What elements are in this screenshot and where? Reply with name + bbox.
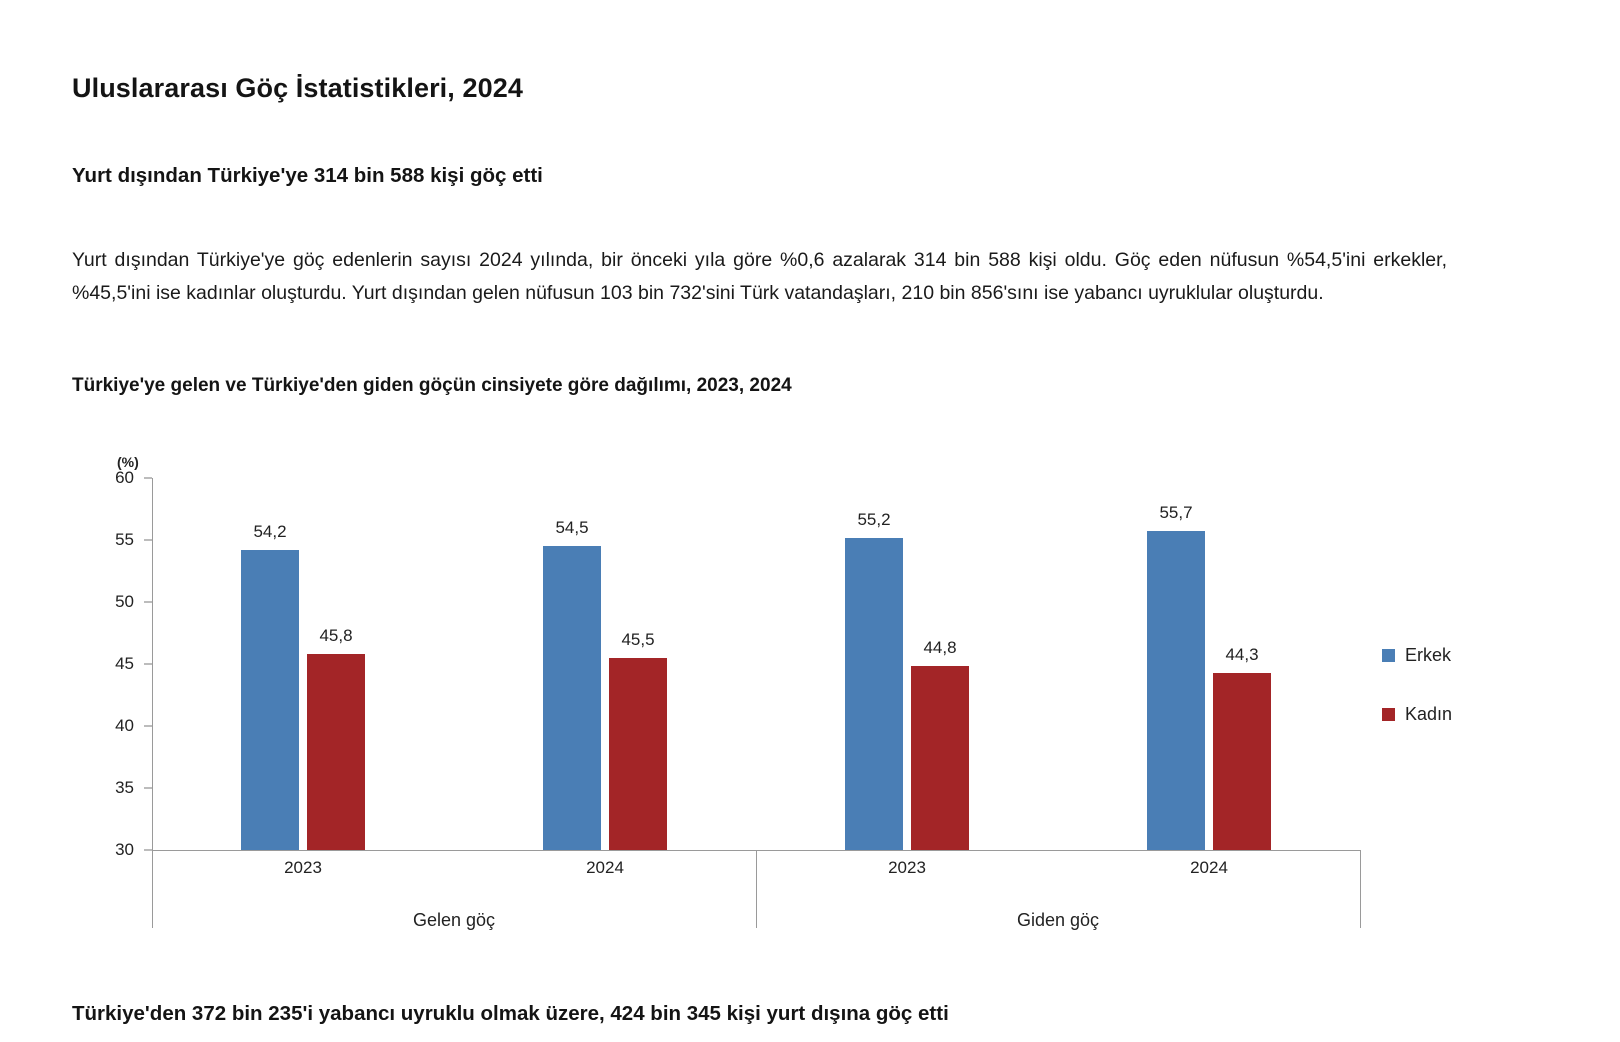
plot-area: [152, 478, 1360, 850]
bar-value-label: 55,2: [857, 509, 891, 529]
bar-kadın-2024-1: [609, 658, 667, 850]
y-axis-tick-mark: [144, 726, 152, 727]
bar-value-label: 54,2: [253, 521, 287, 541]
bar-erkek-2023-2: [845, 538, 903, 850]
group-separator: [152, 850, 153, 928]
bar-value-label: 45,5: [621, 629, 655, 649]
bar-value-label: 44,8: [923, 638, 957, 658]
x-axis-group-label: Gelen göç: [412, 910, 496, 930]
x-axis-category-label: 2024: [586, 858, 624, 877]
bar-kadın-2023-0: [307, 654, 365, 850]
bar-value-label: 54,5: [555, 518, 589, 538]
group-separator: [1360, 850, 1361, 928]
bar-chart: [72, 440, 1512, 940]
bar-erkek-2024-1: [543, 546, 601, 850]
group-separator: [756, 850, 757, 928]
bar-value-label: 55,7: [1159, 503, 1193, 523]
bar-kadın-2023-2: [911, 666, 969, 850]
x-axis-category-label: 2024: [1190, 858, 1228, 877]
bar-erkek-2024-3: [1147, 531, 1205, 850]
x-axis-group-label: Giden göç: [1016, 910, 1100, 930]
y-axis-tick-label: 55: [115, 530, 134, 549]
y-axis-tick-mark: [144, 540, 152, 541]
legend-item-kadın: [1382, 704, 1452, 725]
legend-item-erkek: [1382, 645, 1452, 666]
y-axis-tick-mark: [144, 850, 152, 851]
y-axis-tick-label: 30: [115, 840, 134, 859]
legend-label: Kadın: [1405, 704, 1453, 724]
y-axis-tick-mark: [144, 788, 152, 789]
legend-swatch-icon: [1382, 649, 1395, 662]
chart-legend: [1382, 645, 1452, 763]
body-paragraph: Yurt dışından Türkiye'ye göç edenlerin sayısı 2024 yılında, bir önceki yıla göre %0,6 azalarak 314 bin 588 kişi oldu. Göç eden nüfusun %54,5'ini erkekler, %45,5'ini ise kadınlar oluşturdu. Yurt dışından gelen nüfusun 103 bin 732'sini Türk vatandaşları, 210 bin 856'sını ise yabancı uyruklular oluşturdu.: [72, 248, 1447, 305]
next-section-heading: Türkiye'den 372 bin 235'i yabancı uyruklu olmak üzere, 424 bin 345 kişi yurt dışına göç etti: [72, 1002, 949, 1025]
bar-value-label: 44,3: [1225, 644, 1259, 664]
y-axis-tick-label: 45: [115, 654, 134, 673]
bar-value-label: 45,8: [319, 626, 353, 646]
legend-label: Erkek: [1405, 645, 1452, 665]
y-axis-tick-label: 35: [115, 778, 134, 797]
legend-swatch-icon: [1382, 708, 1395, 721]
y-axis-tick-label: 40: [115, 716, 134, 735]
y-axis-tick-label: 60: [115, 468, 134, 487]
bar-kadın-2024-3: [1213, 673, 1271, 850]
y-axis-tick-mark: [144, 602, 152, 603]
bar-erkek-2023-0: [241, 550, 299, 850]
page-title: Uluslararası Göç İstatistikleri, 2024: [72, 73, 523, 104]
section-heading: Yurt dışından Türkiye'ye 314 bin 588 kişi göç etti: [72, 164, 543, 187]
y-axis-tick-mark: [144, 664, 152, 665]
x-axis-category-label: 2023: [284, 858, 322, 877]
axis-unit-label: (%): [117, 454, 139, 470]
y-axis-labels: [82, 468, 144, 859]
y-axis-tick-mark: [144, 478, 152, 479]
chart-title: Türkiye'ye gelen ve Türkiye'den giden göçün cinsiyete göre dağılımı, 2023, 2024: [72, 375, 792, 396]
x-axis-category-label: 2023: [888, 858, 926, 877]
y-axis-tick-label: 50: [115, 592, 134, 611]
